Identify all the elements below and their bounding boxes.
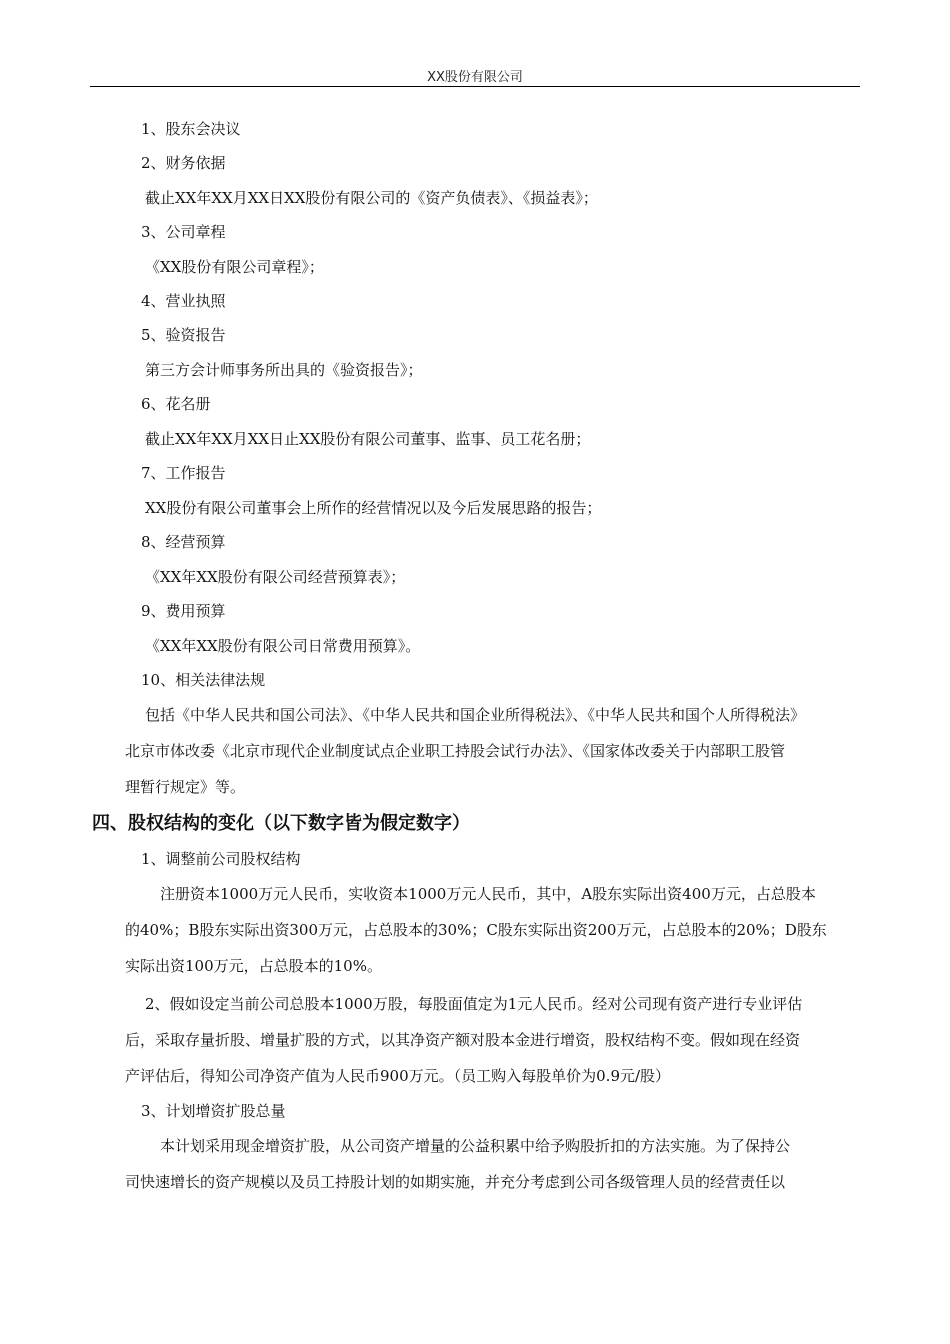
header-divider: [90, 86, 860, 87]
paragraph-assumption-2: 后，采取存量折股、增量扩股的方式，以其净资产额对股本金进行增资，股权结构不变。假如现在经资: [125, 1031, 801, 1049]
paragraph-work-report: XX股份有限公司董事会上所作的经营情况以及今后发展思路的报告；: [145, 499, 602, 517]
paragraph-articles: 《XX股份有限公司章程》；: [145, 258, 324, 276]
paragraph-laws-3: 理暂行规定》等。: [125, 778, 246, 796]
list-item-pre-adjustment: 1、调整前公司股权结构: [141, 850, 301, 868]
list-item-financial-basis: 2、财务依据: [141, 154, 226, 172]
paragraph-laws-1: 包括《中华人民共和国公司法》、《中华人民共和国企业所得税法》、《中华人民共和国个人所得税法》: [145, 706, 806, 724]
paragraph-financial-basis: 截止XX年XX月XX日XX股份有限公司的《资产负债表》、《损益表》；: [145, 189, 598, 207]
paragraph-capital-increase-1: 本计划采用现金增资扩股，从公司资产增量的公益积累中给予购股折扣的方法实施。为了保持公: [160, 1137, 791, 1155]
paragraph-capital-verification: 第三方会计师事务所出具的《验资报告》；: [145, 361, 423, 379]
list-item-laws: 10、相关法律法规: [141, 671, 266, 689]
list-item-roster: 6、花名册: [141, 395, 211, 413]
paragraph-roster: 截止XX年XX月XX日止XX股份有限公司董事、监事、员工花名册；: [145, 430, 591, 448]
paragraph-pre-adjustment-2: 的40%；B股东实际出资300万元，占总股本的30%；C股东实际出资200万元，占总股本的20%；D股东: [125, 921, 827, 939]
paragraph-expense-budget: 《XX年XX股份有限公司日常费用预算》。: [145, 637, 421, 655]
list-item-shareholder-resolution: 1、股东会决议: [141, 120, 241, 138]
list-item-business-license: 4、营业执照: [141, 292, 226, 310]
list-item-capital-verification: 5、验资报告: [141, 326, 226, 344]
paragraph-laws-2: 北京市体改委《北京市现代企业制度试点企业职工持股会试行办法》、《国家体改委关于内部职工股管: [125, 742, 786, 760]
list-item-articles: 3、公司章程: [141, 223, 226, 241]
paragraph-assumption-1: 2、假如设定当前公司总股本1000万股，每股面值定为1元人民币。经对公司现有资产进行专业评估: [145, 995, 803, 1013]
list-item-work-report: 7、工作报告: [141, 464, 226, 482]
paragraph-operating-budget: 《XX年XX股份有限公司经营预算表》；: [145, 568, 406, 586]
header-company-name: XX股份有限公司: [427, 70, 523, 85]
paragraph-pre-adjustment-1: 注册资本1000万元人民币，实收资本1000万元人民币，其中，A股东实际出资400万元，占总股本: [160, 885, 816, 903]
section-heading-equity-structure: 四、股权结构的变化（以下数字皆为假定数字）: [92, 813, 470, 834]
list-item-expense-budget: 9、费用预算: [141, 602, 226, 620]
paragraph-assumption-3: 产评估后，得知公司净资产值为人民币900万元。（员工购入每股单价为0.9元/股）: [125, 1067, 671, 1085]
paragraph-pre-adjustment-3: 实际出资100万元，占总股本的10%。: [125, 957, 382, 975]
list-item-capital-increase: 3、计划增资扩股总量: [141, 1102, 286, 1120]
list-item-operating-budget: 8、经营预算: [141, 533, 226, 551]
paragraph-capital-increase-2: 司快速增长的资产规模以及员工持股计划的如期实施，并充分考虑到公司各级管理人员的经营责任以: [125, 1173, 786, 1191]
